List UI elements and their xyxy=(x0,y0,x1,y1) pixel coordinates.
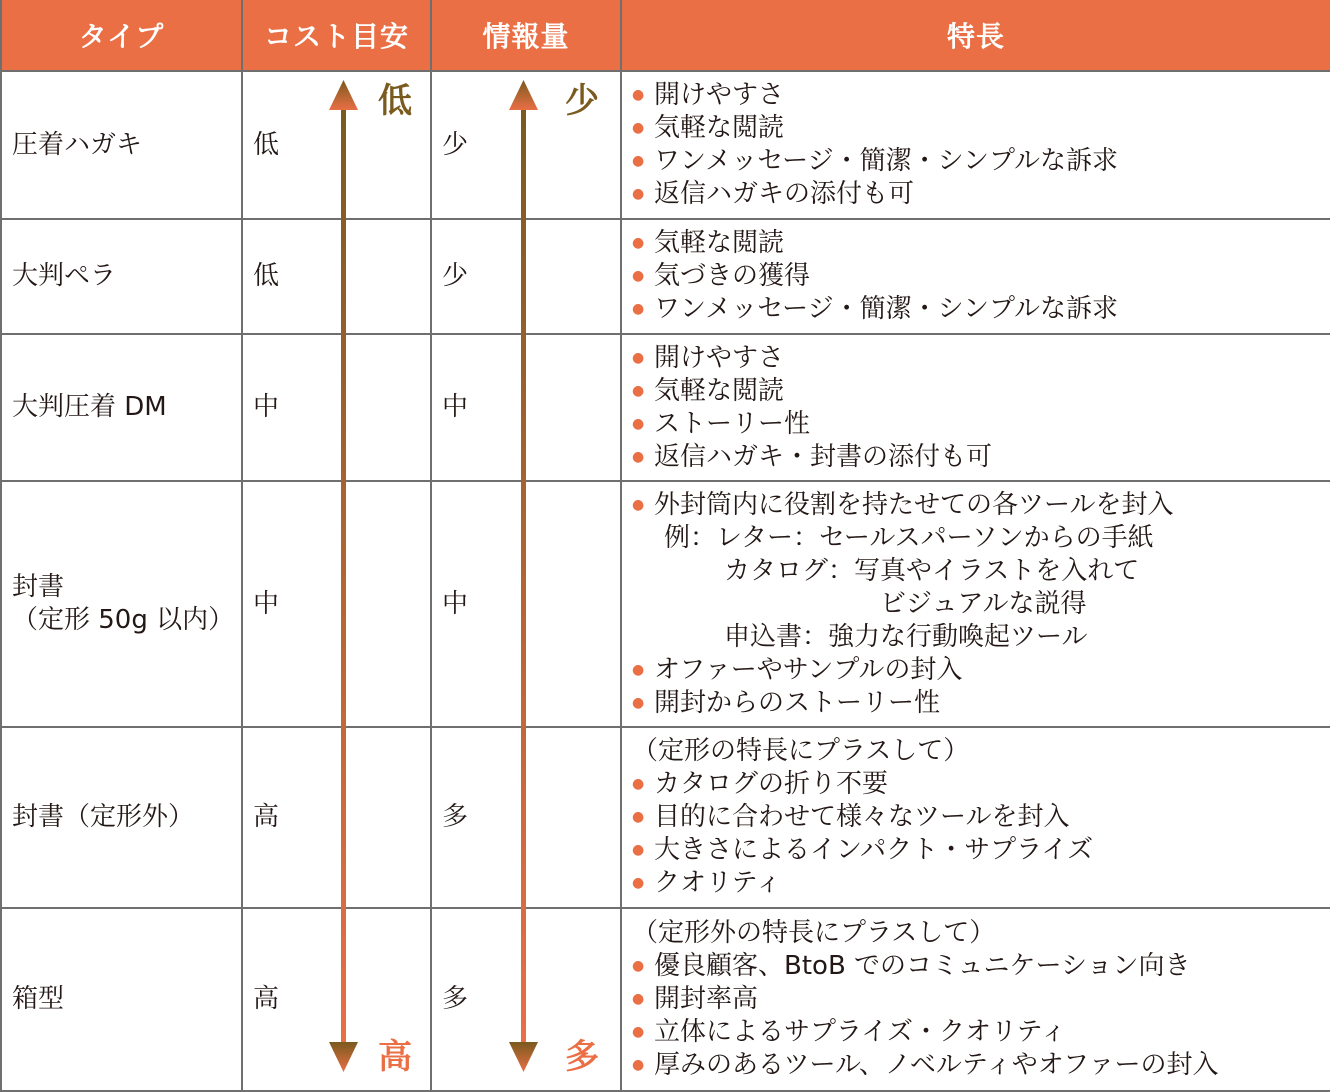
type-cell xyxy=(1,71,242,219)
feature-bullet-item: ● 目的に合わせて様々なツールを封入 xyxy=(632,801,1330,834)
features-cell xyxy=(621,481,1330,727)
info-value: 多 xyxy=(442,802,469,832)
cost-cell xyxy=(242,481,431,727)
table-row xyxy=(1,334,1330,481)
type-cell xyxy=(1,219,242,334)
info-value: 少 xyxy=(442,129,469,160)
cost-cell xyxy=(242,219,431,334)
cost-value: 低 xyxy=(253,129,280,160)
feature-bullet-item: ● 大きさによるインパクト・サプライズ xyxy=(632,834,1330,867)
info-high-label: 多 xyxy=(565,1037,599,1077)
feature-bullet-item: ● 外封筒内に役割を持たせての各ツールを封入 xyxy=(632,489,1330,522)
info-value: 多 xyxy=(442,984,469,1014)
feature-note: 例：レター：セールスパーソンからの手紙 xyxy=(664,522,1154,553)
info-cell xyxy=(431,334,621,481)
feature-bullet-item: ● 開封からのストーリー性 xyxy=(632,687,1330,720)
feature-bullet-item: ● ワンメッセージ・簡潔・シンプルな訴求 xyxy=(632,145,1330,178)
type-cell xyxy=(1,481,242,727)
info-cell xyxy=(431,481,621,727)
cost-value: 高 xyxy=(253,802,280,832)
feature-bullet-item: ● 気づきの獲得 xyxy=(632,260,1330,293)
feature-bullet-item: ● 優良顧客、BtoB でのコミュニケーション向き xyxy=(632,950,1330,983)
feature-note: （定形の特長にプラスして） xyxy=(632,736,970,766)
table-row xyxy=(1,71,1330,219)
feature-bullet-item: ● ストーリー性 xyxy=(632,408,1330,441)
feature-bullet-item: ● 気軽な閲読 xyxy=(632,375,1330,408)
cost-high-label: 高 xyxy=(378,1037,412,1077)
feature-bullet-item: ● 返信ハガキの添付も可 xyxy=(632,178,1330,211)
info-cell xyxy=(431,71,621,219)
table-row xyxy=(1,219,1330,334)
header-cost: コスト目安 xyxy=(242,0,431,71)
feature-note: カタログ：写真やイラストを入れて xyxy=(724,555,1140,586)
cost-value: 低 xyxy=(253,261,280,291)
feature-bullet-item: ● クオリティ xyxy=(632,867,1330,900)
info-cell xyxy=(431,727,621,908)
features-cell xyxy=(621,334,1330,481)
header-row xyxy=(1,0,1330,71)
type-label: 大判ペラ xyxy=(12,261,117,291)
type-cell xyxy=(1,908,242,1091)
table-row xyxy=(1,727,1330,908)
type-label: 圧着ハガキ xyxy=(12,129,143,160)
cost-value: 高 xyxy=(253,984,280,1014)
feature-bullet-item: ● 開封率高 xyxy=(632,983,1330,1016)
feature-bullet-item: ● ワンメッセージ・簡潔・シンプルな訴求 xyxy=(632,293,1330,326)
table-body xyxy=(1,71,1330,1091)
header-type: タイプ xyxy=(1,0,242,71)
features-cell xyxy=(621,219,1330,334)
header-info: 情報量 xyxy=(431,0,621,71)
table-row xyxy=(1,908,1330,1091)
table-row xyxy=(1,481,1330,727)
type-label: （定形 50g 以内） xyxy=(12,605,235,635)
cost-value: 中 xyxy=(253,392,280,422)
info-value: 中 xyxy=(442,588,469,619)
feature-note: （定形外の特長にプラスして） xyxy=(632,918,996,948)
type-label: 大判圧着 DM xyxy=(12,392,167,422)
cost-cell xyxy=(242,334,431,481)
feature-bullet-item: ● 気軽な閲読 xyxy=(632,227,1330,260)
feature-note: ビジュアルな説得 xyxy=(880,588,1087,619)
cost-low-label: 低 xyxy=(378,81,412,121)
info-cell xyxy=(431,219,621,334)
header-features: 特長 xyxy=(621,0,1330,71)
info-value: 少 xyxy=(442,261,469,291)
feature-bullet-item: ● 返信ハガキ・封書の添付も可 xyxy=(632,441,1330,474)
feature-bullet-item: ● 開けやすさ xyxy=(632,342,1330,375)
info-low-label: 少 xyxy=(565,81,599,121)
features-cell xyxy=(621,727,1330,908)
type-cell xyxy=(1,334,242,481)
features-cell xyxy=(621,71,1330,219)
cost-cell xyxy=(242,727,431,908)
info-value: 中 xyxy=(442,392,469,422)
type-cell xyxy=(1,727,242,908)
features-cell xyxy=(621,908,1330,1091)
feature-bullet-item: ● 開けやすさ xyxy=(632,79,1330,112)
type-label: 箱型 xyxy=(12,984,65,1014)
cost-cell xyxy=(242,908,431,1091)
feature-bullet-item: ● 立体によるサプライズ・クオリティ xyxy=(632,1016,1330,1049)
feature-bullet-item: ● 厚みのあるツール、ノベルティやオファーの封入 xyxy=(632,1049,1330,1082)
feature-note: 申込書：強力な行動喚起ツール xyxy=(724,621,1088,652)
type-label: 封書 xyxy=(12,572,65,602)
type-label: 封書（定形外） xyxy=(12,802,195,832)
feature-bullet-item: ● 気軽な閲読 xyxy=(632,112,1330,145)
cost-value: 中 xyxy=(253,588,280,619)
feature-bullet-item: ● カタログの折り不要 xyxy=(632,768,1330,801)
info-cell xyxy=(431,908,621,1091)
feature-bullet-item: ● オファーやサンプルの封入 xyxy=(632,654,1330,687)
cost-cell xyxy=(242,71,431,219)
